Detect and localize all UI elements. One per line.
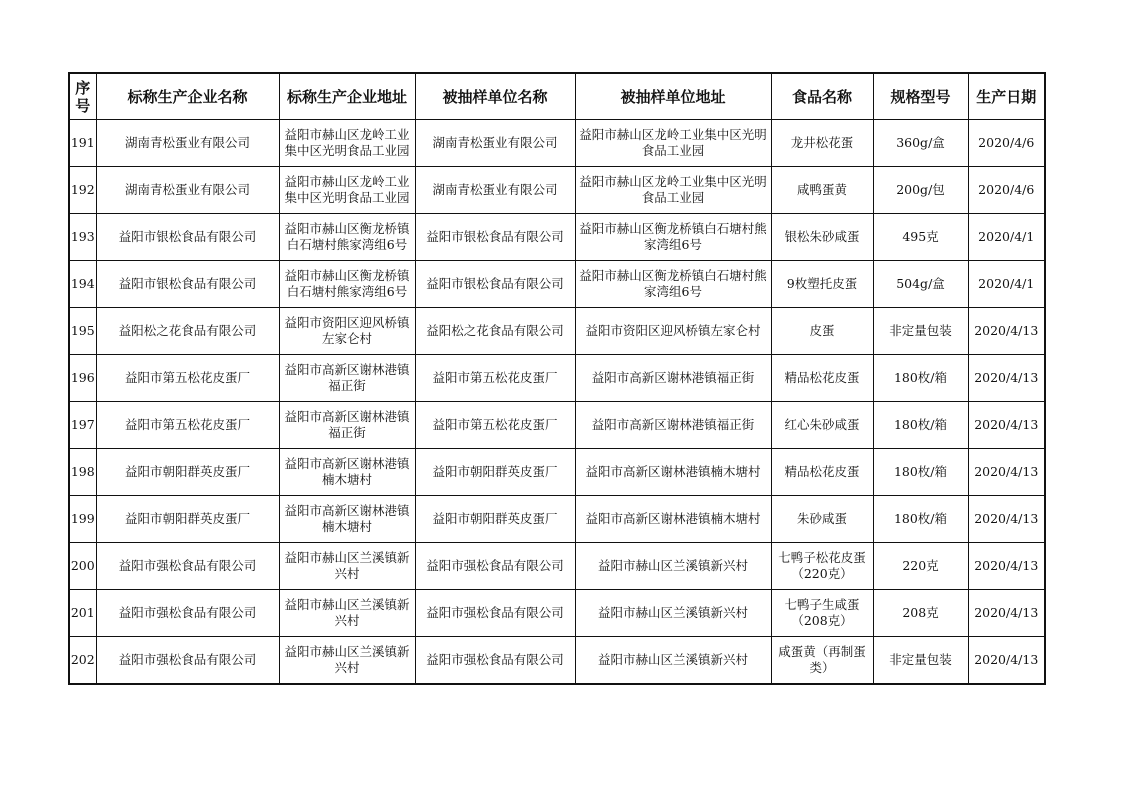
cell-sampled-unit-address: 益阳市高新区谢林港镇福正街 <box>575 402 771 449</box>
header-production-date: 生产日期 <box>968 73 1045 120</box>
table-row <box>69 308 1045 355</box>
table-row <box>69 261 1045 308</box>
table-row <box>69 120 1045 167</box>
table-row <box>69 167 1045 214</box>
cell-seq: 195 <box>69 308 96 355</box>
cell-food-name: 七鸭子生咸蛋（208克） <box>771 590 873 637</box>
cell-production-date: 2020/4/6 <box>968 167 1045 214</box>
document-page <box>68 72 1044 685</box>
cell-seq: 200 <box>69 543 96 590</box>
cell-production-date: 2020/4/13 <box>968 637 1045 685</box>
header-sampled-unit-name: 被抽样单位名称 <box>415 73 575 120</box>
cell-food-name: 咸鸭蛋黄 <box>771 167 873 214</box>
cell-producer-address: 益阳市赫山区兰溪镇新兴村 <box>279 590 415 637</box>
cell-producer-name: 益阳市朝阳群英皮蛋厂 <box>96 449 279 496</box>
cell-spec: 208克 <box>873 590 968 637</box>
cell-producer-address: 益阳市高新区谢林港镇福正街 <box>279 355 415 402</box>
cell-producer-address: 益阳市赫山区兰溪镇新兴村 <box>279 543 415 590</box>
cell-seq: 194 <box>69 261 96 308</box>
cell-sampled-unit-address: 益阳市赫山区龙岭工业集中区光明食品工业园 <box>575 167 771 214</box>
cell-sampled-unit-name: 益阳市第五松花皮蛋厂 <box>415 402 575 449</box>
cell-spec: 180枚/箱 <box>873 449 968 496</box>
cell-sampled-unit-name: 益阳市强松食品有限公司 <box>415 543 575 590</box>
cell-producer-name: 益阳松之花食品有限公司 <box>96 308 279 355</box>
cell-producer-address: 益阳市赫山区衡龙桥镇白石塘村熊家湾组6号 <box>279 261 415 308</box>
table-row <box>69 214 1045 261</box>
cell-producer-address: 益阳市赫山区衡龙桥镇白石塘村熊家湾组6号 <box>279 214 415 261</box>
cell-producer-name: 益阳市银松食品有限公司 <box>96 261 279 308</box>
cell-food-name: 红心朱砂咸蛋 <box>771 402 873 449</box>
cell-producer-address: 益阳市赫山区兰溪镇新兴村 <box>279 637 415 685</box>
cell-food-name: 9枚塑托皮蛋 <box>771 261 873 308</box>
cell-production-date: 2020/4/1 <box>968 261 1045 308</box>
cell-sampled-unit-name: 益阳市强松食品有限公司 <box>415 637 575 685</box>
cell-sampled-unit-address: 益阳市资阳区迎风桥镇左家仑村 <box>575 308 771 355</box>
cell-producer-address: 益阳市高新区谢林港镇福正街 <box>279 402 415 449</box>
cell-production-date: 2020/4/13 <box>968 543 1045 590</box>
table-row <box>69 355 1045 402</box>
cell-sampled-unit-address: 益阳市高新区谢林港镇楠木塘村 <box>575 496 771 543</box>
table-row <box>69 637 1045 685</box>
cell-producer-name: 益阳市银松食品有限公司 <box>96 214 279 261</box>
cell-producer-address: 益阳市赫山区龙岭工业集中区光明食品工业园 <box>279 167 415 214</box>
cell-production-date: 2020/4/6 <box>968 120 1045 167</box>
cell-producer-name: 益阳市第五松花皮蛋厂 <box>96 402 279 449</box>
cell-production-date: 2020/4/13 <box>968 590 1045 637</box>
header-producer-name: 标称生产企业名称 <box>96 73 279 120</box>
cell-seq: 199 <box>69 496 96 543</box>
header-food-name: 食品名称 <box>771 73 873 120</box>
cell-sampled-unit-address: 益阳市赫山区衡龙桥镇白石塘村熊家湾组6号 <box>575 261 771 308</box>
cell-producer-name: 益阳市强松食品有限公司 <box>96 543 279 590</box>
cell-sampled-unit-name: 益阳市银松食品有限公司 <box>415 214 575 261</box>
cell-seq: 202 <box>69 637 96 685</box>
cell-food-name: 精品松花皮蛋 <box>771 355 873 402</box>
cell-spec: 360g/盒 <box>873 120 968 167</box>
cell-seq: 201 <box>69 590 96 637</box>
cell-food-name: 皮蛋 <box>771 308 873 355</box>
cell-seq: 198 <box>69 449 96 496</box>
cell-seq: 192 <box>69 167 96 214</box>
cell-sampled-unit-name: 湖南青松蛋业有限公司 <box>415 120 575 167</box>
sampling-table <box>68 72 1046 685</box>
cell-spec: 504g/盒 <box>873 261 968 308</box>
cell-food-name: 朱砂咸蛋 <box>771 496 873 543</box>
cell-spec: 200g/包 <box>873 167 968 214</box>
cell-production-date: 2020/4/1 <box>968 214 1045 261</box>
cell-spec: 非定量包装 <box>873 308 968 355</box>
cell-production-date: 2020/4/13 <box>968 355 1045 402</box>
cell-sampled-unit-name: 益阳市朝阳群英皮蛋厂 <box>415 449 575 496</box>
cell-spec: 非定量包装 <box>873 637 968 685</box>
cell-seq: 197 <box>69 402 96 449</box>
header-producer-address: 标称生产企业地址 <box>279 73 415 120</box>
cell-sampled-unit-address: 益阳市赫山区兰溪镇新兴村 <box>575 543 771 590</box>
cell-spec: 220克 <box>873 543 968 590</box>
cell-producer-address: 益阳市高新区谢林港镇楠木塘村 <box>279 449 415 496</box>
cell-production-date: 2020/4/13 <box>968 449 1045 496</box>
cell-sampled-unit-name: 益阳市银松食品有限公司 <box>415 261 575 308</box>
cell-sampled-unit-name: 益阳市强松食品有限公司 <box>415 590 575 637</box>
cell-sampled-unit-address: 益阳市赫山区兰溪镇新兴村 <box>575 637 771 685</box>
header-spec: 规格型号 <box>873 73 968 120</box>
cell-sampled-unit-name: 益阳市第五松花皮蛋厂 <box>415 355 575 402</box>
cell-producer-address: 益阳市资阳区迎风桥镇左家仑村 <box>279 308 415 355</box>
header-seq: 序号 <box>69 73 96 120</box>
cell-food-name: 龙井松花蛋 <box>771 120 873 167</box>
table-row <box>69 543 1045 590</box>
cell-producer-name: 益阳市朝阳群英皮蛋厂 <box>96 496 279 543</box>
cell-sampled-unit-address: 益阳市高新区谢林港镇福正街 <box>575 355 771 402</box>
cell-producer-address: 益阳市赫山区龙岭工业集中区光明食品工业园 <box>279 120 415 167</box>
table-row <box>69 402 1045 449</box>
cell-production-date: 2020/4/13 <box>968 402 1045 449</box>
cell-spec: 180枚/箱 <box>873 355 968 402</box>
cell-sampled-unit-address: 益阳市赫山区兰溪镇新兴村 <box>575 590 771 637</box>
cell-producer-address: 益阳市高新区谢林港镇楠木塘村 <box>279 496 415 543</box>
cell-producer-name: 益阳市第五松花皮蛋厂 <box>96 355 279 402</box>
cell-spec: 180枚/箱 <box>873 496 968 543</box>
cell-seq: 196 <box>69 355 96 402</box>
cell-sampled-unit-address: 益阳市赫山区龙岭工业集中区光明食品工业园 <box>575 120 771 167</box>
cell-producer-name: 益阳市强松食品有限公司 <box>96 637 279 685</box>
cell-food-name: 银松朱砂咸蛋 <box>771 214 873 261</box>
cell-spec: 495克 <box>873 214 968 261</box>
header-sampled-unit-address: 被抽样单位地址 <box>575 73 771 120</box>
table-row <box>69 590 1045 637</box>
cell-sampled-unit-address: 益阳市高新区谢林港镇楠木塘村 <box>575 449 771 496</box>
table-header-row <box>69 73 1045 120</box>
cell-producer-name: 湖南青松蛋业有限公司 <box>96 167 279 214</box>
cell-seq: 193 <box>69 214 96 261</box>
cell-sampled-unit-name: 益阳市朝阳群英皮蛋厂 <box>415 496 575 543</box>
cell-sampled-unit-name: 湖南青松蛋业有限公司 <box>415 167 575 214</box>
cell-production-date: 2020/4/13 <box>968 496 1045 543</box>
cell-producer-name: 湖南青松蛋业有限公司 <box>96 120 279 167</box>
cell-seq: 191 <box>69 120 96 167</box>
cell-food-name: 精品松花皮蛋 <box>771 449 873 496</box>
cell-sampled-unit-name: 益阳松之花食品有限公司 <box>415 308 575 355</box>
cell-spec: 180枚/箱 <box>873 402 968 449</box>
cell-production-date: 2020/4/13 <box>968 308 1045 355</box>
table-row <box>69 496 1045 543</box>
table-body <box>69 120 1045 685</box>
cell-sampled-unit-address: 益阳市赫山区衡龙桥镇白石塘村熊家湾组6号 <box>575 214 771 261</box>
table-row <box>69 449 1045 496</box>
cell-producer-name: 益阳市强松食品有限公司 <box>96 590 279 637</box>
cell-food-name: 咸蛋黄（再制蛋类） <box>771 637 873 685</box>
cell-food-name: 七鸭子松花皮蛋（220克） <box>771 543 873 590</box>
